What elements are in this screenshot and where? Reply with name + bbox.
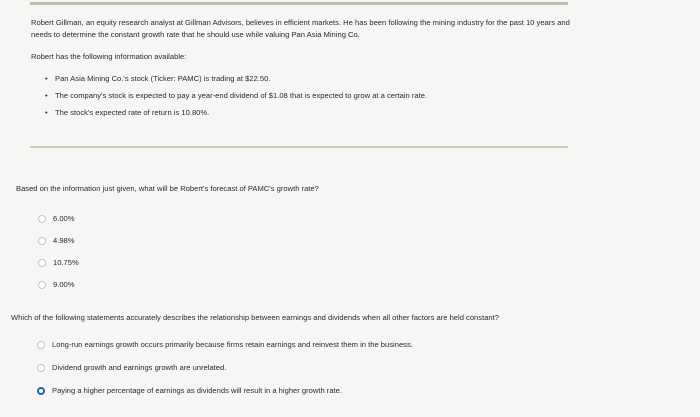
answer-option[interactable] [38, 279, 79, 290]
answer-option[interactable] [37, 362, 413, 373]
option-label: Dividend growth and earnings growth are unrelated. [52, 363, 227, 372]
question-1-prompt: Based on the information just given, what will be Robert's forecast of PAMC's growth rate? [16, 184, 319, 193]
option-label: 6.00% [53, 214, 75, 223]
bullet-icon: • [45, 74, 48, 83]
radio-button[interactable] [38, 215, 46, 223]
answer-option[interactable] [38, 213, 79, 224]
answer-option[interactable] [38, 257, 79, 268]
option-label: 10.75% [53, 258, 79, 267]
option-label: 9.00% [53, 280, 75, 289]
radio-button[interactable] [37, 364, 45, 372]
info-item-text: Pan Asia Mining Co.'s stock (Ticker: PAMC) is trading at $22.50. [55, 74, 271, 83]
option-label: Long-run earnings growth occurs primarily because firms retain earnings and reinvest them in the business. [52, 340, 413, 349]
passage-lead: Robert has the following information available: [31, 52, 187, 61]
info-item [45, 90, 571, 102]
question-2-options [37, 339, 413, 408]
info-list [31, 73, 571, 119]
option-label: Paying a higher percentage of earnings as dividends will result in a higher growth rate. [52, 386, 342, 395]
radio-button-selected[interactable] [37, 387, 45, 395]
info-item [45, 107, 571, 119]
passage [31, 17, 571, 124]
info-item [45, 73, 571, 85]
info-item-text: The stock's expected rate of return is 10.80%. [55, 108, 210, 117]
bullet-icon: • [45, 108, 48, 117]
answer-option[interactable] [37, 339, 413, 350]
radio-button[interactable] [38, 281, 46, 289]
answer-option-selected[interactable] [37, 385, 413, 396]
passage-intro: Robert Gillman, an equity research analyst at Gillman Advisors, believes in efficient markets. He has been following the mining industry for the past 10 years and needs to determine the constant growth rate that he should use while valuing Pan Asia Mining Co. [31, 18, 570, 39]
answer-option[interactable] [38, 235, 79, 246]
top-divider [30, 2, 568, 5]
radio-button[interactable] [38, 259, 46, 267]
radio-button[interactable] [38, 237, 46, 245]
option-label: 4.98% [53, 236, 75, 245]
radio-button[interactable] [37, 341, 45, 349]
section-divider [30, 146, 568, 148]
bullet-icon: • [45, 91, 48, 100]
info-item-text: The company's stock is expected to pay a year-end dividend of $1.08 that is expected to grow at a certain rate. [55, 91, 428, 100]
question-1-options [38, 213, 79, 301]
question-2-prompt: Which of the following statements accurately describes the relationship between earnings and dividends when all other factors are held constant? [11, 313, 499, 322]
